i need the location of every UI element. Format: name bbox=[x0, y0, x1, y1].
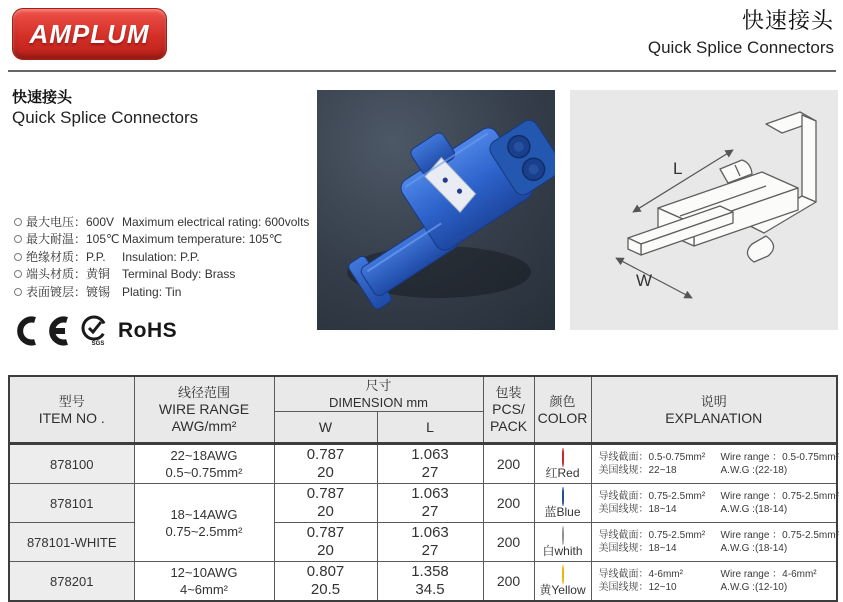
spec-label-en: Plating: Tin bbox=[122, 284, 182, 299]
table-row bbox=[9, 523, 837, 562]
spec-label-en: Insulation: P.P. bbox=[122, 249, 200, 264]
cell-dim-l: 1.063 27 bbox=[377, 484, 483, 523]
cell-color: 蓝Blue bbox=[534, 484, 591, 523]
spec-label-zh: 端头材质：黄铜 bbox=[26, 267, 111, 282]
cell-item-no: 878101-WHITE bbox=[9, 523, 134, 562]
rohs-label: RoHS bbox=[118, 319, 178, 342]
ce-mark-icon bbox=[12, 314, 74, 348]
cell-color: 黄Yellow bbox=[534, 562, 591, 602]
cell-item-no: 878101 bbox=[9, 484, 134, 523]
technical-drawing bbox=[570, 90, 838, 330]
cell-dim-l: 1.063 27 bbox=[377, 444, 483, 484]
cell-dim-l: 1.358 34.5 bbox=[377, 562, 483, 602]
dimension-label-l: L bbox=[673, 159, 683, 178]
cell-pack: 200 bbox=[483, 523, 534, 562]
page-title-zh: 快速接头 bbox=[741, 8, 834, 33]
cell-pack: 200 bbox=[483, 484, 534, 523]
section-title-en: Quick Splice Connectors bbox=[12, 108, 199, 127]
spec-table-body bbox=[8, 443, 839, 602]
cell-color: 红Red bbox=[534, 444, 591, 484]
line-drawing bbox=[570, 90, 838, 330]
spec-label-en: Maximum temperature: 105℃ bbox=[122, 232, 283, 247]
cell-dim-w: 0.787 20 bbox=[274, 484, 377, 523]
cell-explanation: 导线截面：4-6mm² 美国线规：12~10 Wire range ：4-6mm² A.W.G :(12-10) bbox=[591, 562, 837, 602]
brand-logo bbox=[12, 8, 167, 60]
section-title bbox=[12, 88, 198, 129]
cell-wire-range: 18~14AWG 0.75~2.5mm² bbox=[134, 484, 274, 562]
spec-item bbox=[14, 285, 314, 302]
bullet-icon bbox=[14, 218, 22, 226]
spec-table-header bbox=[8, 375, 836, 444]
col-header-explanation: 说明 EXPLANATION bbox=[591, 376, 837, 443]
cell-explanation: 导线截面：0.5-0.75mm² 美国线规：22~18 Wire range ：0.5-0.75mm² A.W.G :(22-18) bbox=[591, 444, 837, 484]
spec-item bbox=[14, 215, 314, 232]
cell-dim-w: 0.807 20.5 bbox=[274, 562, 377, 602]
cell-dim-l: 1.063 27 bbox=[377, 523, 483, 562]
col-header-color: 颜色 COLOR bbox=[534, 376, 591, 443]
spec-item bbox=[14, 250, 314, 267]
cell-wire-range: 12~10AWG 4~6mm² bbox=[134, 562, 274, 602]
certification-logos bbox=[12, 314, 177, 348]
cell-color: 白whith bbox=[534, 523, 591, 562]
cell-explanation: 导线截面：0.75-2.5mm² 美国线规：18~14 Wire range ：0.75-2.5mm² A.W.G :(18-14) bbox=[591, 484, 837, 523]
color-dot bbox=[562, 487, 564, 506]
cell-explanation: 导线截面：0.75-2.5mm² 美国线规：18~14 Wire range ：0.75-2.5mm² A.W.G :(18-14) bbox=[591, 523, 837, 562]
sgs-text: SGS bbox=[91, 341, 105, 347]
col-header-wire-range: 线径范围 WIRE RANGE AWG/mm² bbox=[134, 376, 274, 443]
spec-label-zh: 表面镀层：镀锡 bbox=[26, 284, 111, 299]
spec-item bbox=[14, 267, 314, 284]
spec-label-zh: 最大电压：600V bbox=[26, 215, 115, 229]
color-dot bbox=[562, 565, 564, 584]
page-title-en: Quick Splice Connectors bbox=[647, 38, 834, 57]
dimension-label-w: W bbox=[636, 271, 653, 290]
page-title bbox=[648, 6, 834, 59]
sgs-rohs-icon bbox=[78, 314, 112, 348]
blue-connector-image bbox=[317, 90, 555, 330]
spec-label-zh: 最大耐温：105℃ bbox=[26, 232, 120, 247]
color-dot bbox=[562, 448, 564, 467]
col-header-dimension: 尺寸 DIMENSION mm bbox=[274, 376, 483, 412]
spec-list bbox=[14, 215, 314, 302]
col-header-l: L bbox=[377, 412, 483, 444]
product-photo bbox=[317, 90, 555, 330]
brand-logo-text: AMPLUM bbox=[29, 18, 150, 49]
spec-item bbox=[14, 232, 314, 249]
spec-label-en: Maximum electrical rating: 600volts bbox=[122, 215, 310, 229]
cell-wire-range: 22~18AWG 0.5~0.75mm² bbox=[134, 444, 274, 484]
header-divider bbox=[8, 70, 836, 72]
col-header-w: W bbox=[274, 412, 377, 444]
color-dot bbox=[562, 526, 564, 545]
bullet-icon bbox=[14, 253, 22, 261]
table-row bbox=[9, 484, 837, 523]
col-header-item: 型号 ITEM NO . bbox=[9, 376, 134, 443]
table-row bbox=[9, 562, 837, 602]
col-header-pack: 包装 PCS/ PACK bbox=[483, 376, 534, 443]
cell-dim-w: 0.787 20 bbox=[274, 444, 377, 484]
bullet-icon bbox=[14, 270, 22, 278]
cell-dim-w: 0.787 20 bbox=[274, 523, 377, 562]
bullet-icon bbox=[14, 288, 22, 296]
bullet-icon bbox=[14, 235, 22, 243]
section-title-zh: 快速接头 bbox=[12, 89, 73, 106]
cell-item-no: 878100 bbox=[9, 444, 134, 484]
cell-pack: 200 bbox=[483, 444, 534, 484]
spec-label-zh: 绝缘材质：P.P. bbox=[26, 249, 106, 264]
table-row bbox=[9, 444, 837, 484]
cell-item-no: 878201 bbox=[9, 562, 134, 602]
spec-label-en: Terminal Body: Brass bbox=[122, 267, 236, 282]
cell-pack: 200 bbox=[483, 562, 534, 602]
